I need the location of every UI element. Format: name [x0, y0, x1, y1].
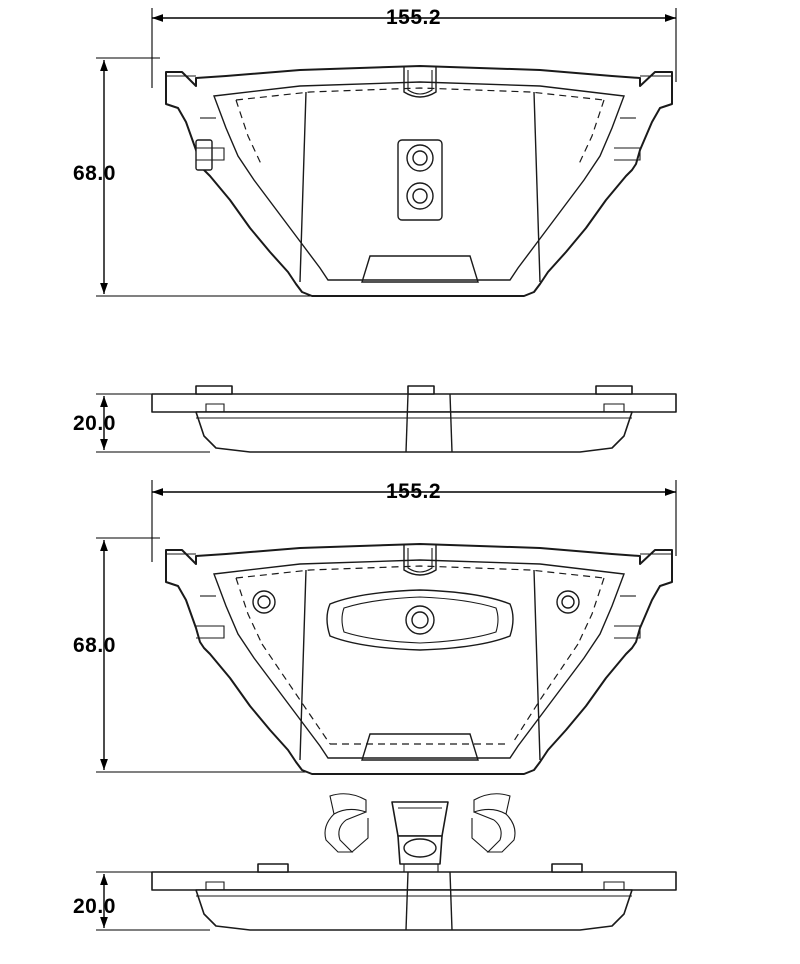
dimension-label-bottom-height: 68.0	[73, 634, 116, 657]
view-front-pad-top	[96, 8, 676, 296]
view-front-pad-bottom	[96, 480, 676, 774]
dimension-label-top-width: 155.2	[386, 6, 442, 29]
dimension-label-lower-thickness: 20.0	[73, 895, 116, 918]
dimension-label-bottom-width: 155.2	[386, 480, 442, 503]
view-side-profile-lower	[96, 794, 676, 930]
view-side-profile-upper	[96, 386, 676, 452]
dimension-label-upper-thickness: 20.0	[73, 412, 116, 435]
dimension-label-top-height: 68.0	[73, 162, 116, 185]
